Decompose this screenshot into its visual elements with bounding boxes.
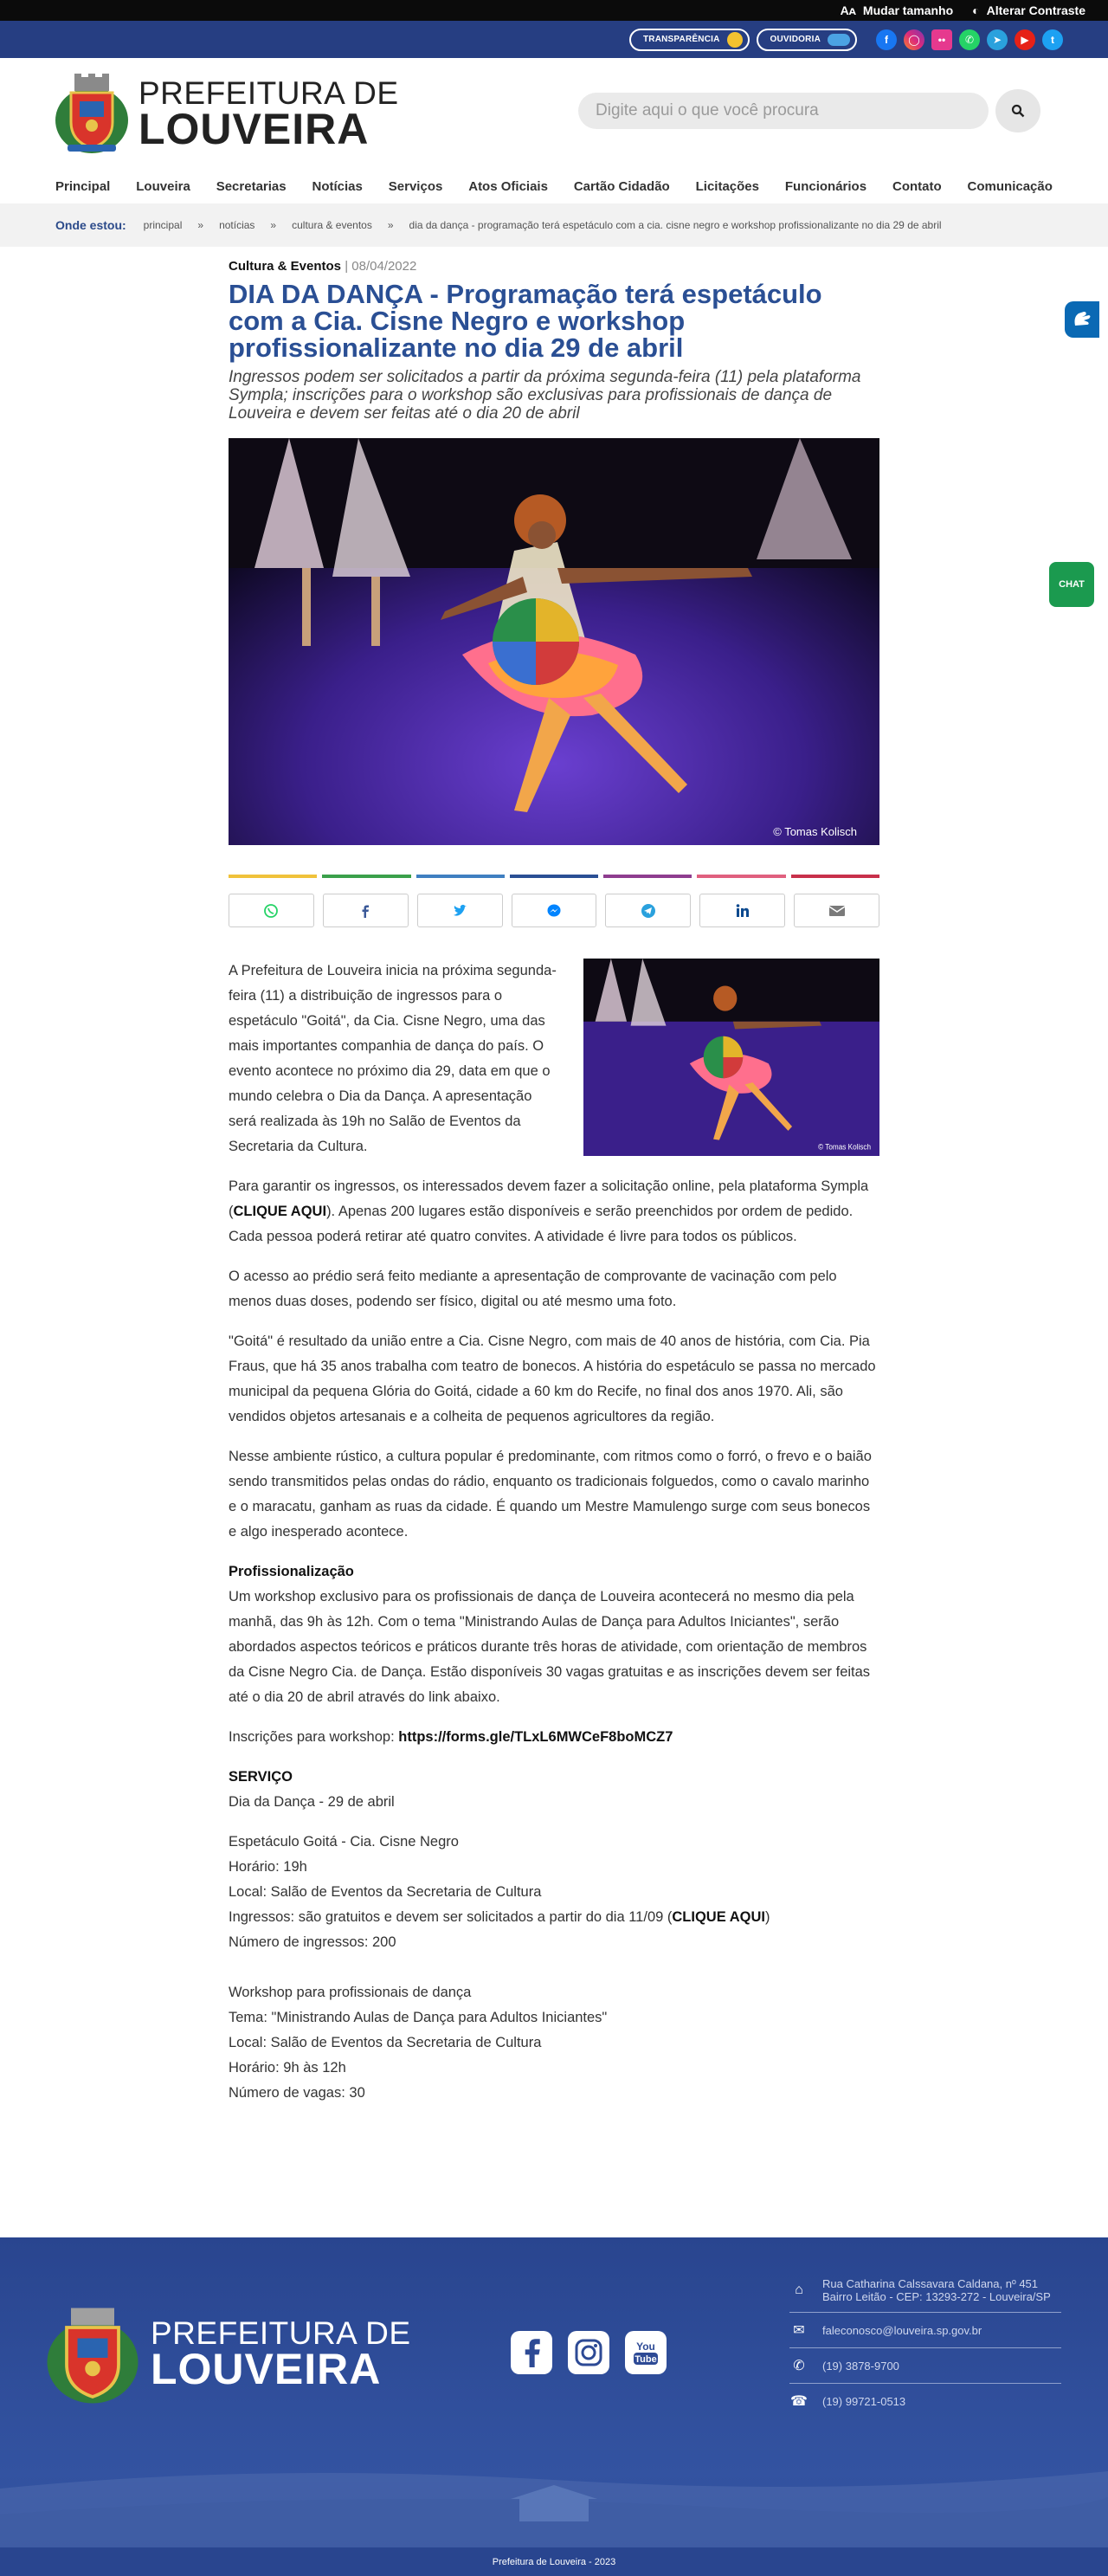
article-title: DIA DA DANÇA - Programação terá espetáculo com a Cia. Cisne Negro e workshop profissionalizante no dia 29 de abril xyxy=(229,279,822,363)
footer-address xyxy=(789,2269,1061,2313)
font-size-icon: Aᴀ xyxy=(840,3,856,17)
footer-coat-of-arms-icon xyxy=(45,2302,140,2405)
paragraph-6: Um workshop exclusivo para os profissionais de dança de Louveira acontecerá no mesmo dia pela manhã, das 9h às 12h. Com o tema "Ministrando Aulas de Dança para Adultos Iniciantes", serão abordados aspectos teóricos e práticos durante três horas de atividade, com orientação de membros da Cisne Negro Cia. de Dança. Estão disponíveis 30 vagas gratuitas e as inscrições devem ser feitas até o dia 20 de abril através do link abaixo. xyxy=(229,1589,871,1705)
whatsapp-icon[interactable]: ✆ xyxy=(959,29,980,50)
address-line1: Rua Catharina Calssavara Caldana, nº 451 xyxy=(822,2277,1039,2290)
copyright-bar xyxy=(0,2547,1108,2576)
footer-email[interactable] xyxy=(789,2313,1061,2348)
transparency-button[interactable] xyxy=(629,29,750,51)
color-stripes xyxy=(229,875,879,878)
share-telegram-button[interactable] xyxy=(605,894,691,927)
article-inline-image[interactable] xyxy=(583,959,879,1156)
stripe-red xyxy=(791,875,879,878)
service-day: Dia da Dança - 29 de abril xyxy=(229,1794,395,1810)
contrast-toggle[interactable] xyxy=(972,3,1085,17)
facebook-icon[interactable]: f xyxy=(876,29,897,50)
article-subtitle: Ingressos podem ser solicitados a partir da próxima segunda-feira (11) pela plataforma Sympla; inscrições para o workshop são exclusivas para profissionais de dança de Louveira e devem ser feitas até o dia 20 de abril xyxy=(229,368,861,423)
service-show-location: Local: Salão de Eventos da Secretaria de Cultura xyxy=(229,1884,542,1900)
footer-landscape xyxy=(0,2454,1108,2547)
breadcrumb-separator: » xyxy=(387,219,394,231)
address-line2: Bairro Leitão - CEP: 13293-272 - Louveira/SP xyxy=(822,2290,1051,2303)
share-linkedin-button[interactable] xyxy=(699,894,785,927)
service-show-block xyxy=(229,1830,879,1955)
search-icon xyxy=(1011,104,1025,118)
paragraph-7 xyxy=(229,1725,879,1750)
footer-instagram-icon[interactable] xyxy=(568,2331,609,2374)
workshop-form-link[interactable] xyxy=(398,1729,673,1745)
workshop-label: Inscrições para workshop: xyxy=(229,1729,399,1745)
sympla-link[interactable] xyxy=(234,1204,327,1219)
nav-atos-oficiais[interactable]: Atos Oficiais xyxy=(468,178,548,194)
paragraph-2 xyxy=(229,1174,879,1249)
vlibras-button[interactable] xyxy=(1065,301,1099,338)
share-buttons xyxy=(229,894,879,927)
envelope-icon: ✉ xyxy=(793,2323,805,2338)
paragraph-5: Nesse ambiente rústico, a cultura popular é predominante, com ritmos como o forró, o frevo e o baião sendo transmitidos pelas ondas do rádio, enquanto os tradicionais folguedos, como o cavalo marinho e o maracatu, ganham as ruas da cidade. É quando um Mestre Mamulengo surge com seus bonecos e algo inesperado acontece. xyxy=(229,1449,872,1540)
stripe-navy xyxy=(510,875,598,878)
footer-youtube-icon[interactable] xyxy=(625,2331,667,2374)
news-article xyxy=(229,259,879,2121)
twitter-icon[interactable]: t xyxy=(1042,29,1063,50)
nav-servicos[interactable]: Serviços xyxy=(388,178,443,194)
service-ticket-count: Número de ingressos: 200 xyxy=(229,1934,396,1950)
phone-text: (19) 3878-9700 xyxy=(822,2359,899,2373)
instagram-icon[interactable]: ◯ xyxy=(904,29,924,50)
font-size-label: Mudar tamanho xyxy=(862,3,954,17)
telegram-icon[interactable]: ➤ xyxy=(987,29,1008,50)
twitter-icon xyxy=(452,903,467,919)
search-button[interactable] xyxy=(995,89,1040,132)
whatsapp-icon: ☎ xyxy=(790,2394,808,2409)
nav-contato[interactable]: Contato xyxy=(892,178,942,194)
footer-whatsapp[interactable] xyxy=(789,2384,1061,2418)
service-tickets-text-a: Ingressos: são gratuitos e devem ser solicitados a partir do dia 11/09 ( xyxy=(229,1909,673,1925)
facebook-icon xyxy=(358,903,373,919)
youtube-icon[interactable]: ▶ xyxy=(1015,29,1035,50)
breadcrumb-label: Onde estou: xyxy=(55,218,126,232)
paragraph-3: O acesso ao prédio será feito mediante a apresentação de comprovante de vacinação com pelo menos duas doses, podendo ser físico, digital ou até mesmo uma foto. xyxy=(229,1269,837,1309)
nav-secretarias[interactable]: Secretarias xyxy=(216,178,287,194)
article-category: Cultura & Eventos xyxy=(229,259,342,274)
photo-credit: © Tomas Kolisch xyxy=(773,825,857,838)
paragraph-2-text-b: ). Apenas 200 lugares estão disponíveis e serão preenchidos por ordem de pedido. Cada pessoa poderá retirar até quatro convites. A atividade é livre para todos os públicos. xyxy=(229,1204,854,1244)
article-hero-image xyxy=(229,438,879,845)
messenger-icon xyxy=(546,903,562,919)
breadcrumb-item-cultura[interactable]: cultura & eventos xyxy=(292,219,372,231)
dancer-photo xyxy=(229,438,879,845)
heading-servico: SERVIÇO xyxy=(229,1769,293,1785)
breadcrumb-separator: » xyxy=(270,219,277,231)
service-workshop-spots: Número de vagas: 30 xyxy=(229,2085,365,2101)
nav-noticias[interactable]: Notícias xyxy=(312,178,363,194)
share-email-button[interactable] xyxy=(794,894,879,927)
stripe-pink xyxy=(697,875,785,878)
telegram-icon xyxy=(641,903,656,919)
dancer-thumb-photo xyxy=(583,959,879,1156)
logo-line1: PREFEITURA DE xyxy=(138,75,399,111)
footer-logo-line1: PREFEITURA DE xyxy=(151,2315,411,2351)
site-header xyxy=(0,58,1108,169)
service-tickets-text-b: ) xyxy=(764,1909,770,1925)
font-size-toggle[interactable] xyxy=(841,3,954,17)
email-icon xyxy=(828,904,846,918)
share-twitter-button[interactable] xyxy=(417,894,503,927)
article-date: 08/04/2022 xyxy=(351,259,417,274)
article-meta: Cultura & Eventos | 08/04/2022 xyxy=(229,259,417,274)
service-show-name: Espetáculo Goitá - Cia. Cisne Negro xyxy=(229,1834,459,1850)
email-text: faleconosco@louveira.sp.gov.br xyxy=(822,2323,982,2337)
logo-line2: LOUVEIRA xyxy=(138,105,370,153)
site-footer xyxy=(0,2237,1108,2576)
ombudsman-icon xyxy=(828,34,850,46)
whatsapp-icon xyxy=(263,903,279,919)
nav-funcionarios[interactable]: Funcionários xyxy=(784,178,867,194)
transparency-label: TRANSPARÊNCIA xyxy=(642,35,720,44)
stripe-green xyxy=(322,875,410,878)
main-nav xyxy=(0,169,1108,203)
share-facebook-button[interactable] xyxy=(323,894,409,927)
paragraph-4: "Goitá" é resultado da união entre a Cia. Cisne Negro, com mais de 40 anos de história, com Cia. Pia Fraus, que há 35 anos trabalha com teatro de bonecos. A história do espetáculo se passa no mercado municipal da pequena Glória do Goitá, cidade a 60 km do Recife, no final dos anos 1970. Ali, são vendidos objetos artesanais e a colheita de pequenos agricultores da região. xyxy=(229,1333,876,1424)
accessibility-bar xyxy=(0,0,1108,21)
breadcrumb xyxy=(0,203,1108,247)
service-workshop-theme: Tema: "Ministrando Aulas de Dança para Adultos Iniciantes" xyxy=(229,2010,608,2025)
article-body xyxy=(229,959,879,2106)
phone-icon: ✆ xyxy=(793,2359,805,2373)
tickets-link-label: CLIQUE AQUI xyxy=(672,1909,765,1925)
coat-of-arms-icon xyxy=(54,72,130,155)
nav-louveira[interactable]: Louveira xyxy=(136,178,190,194)
sign-language-icon xyxy=(1065,301,1099,338)
transparency-icon xyxy=(727,32,743,48)
stripe-yellow xyxy=(229,875,317,878)
nav-licitacoes[interactable]: Licitações xyxy=(695,178,759,194)
nav-principal[interactable]: Principal xyxy=(55,178,111,194)
svg-text:Tube: Tube xyxy=(635,2354,657,2365)
share-messenger-button[interactable] xyxy=(512,894,597,927)
breadcrumb-item-current: dia da dança - programação terá espetáculo com a cia. cisne negro e workshop profissionalizante no dia 29 de abril xyxy=(409,219,942,231)
nav-comunicacao[interactable]: Comunicação xyxy=(967,178,1053,194)
footer-logo-line2: LOUVEIRA xyxy=(151,2345,382,2393)
contrast-icon: ◐ xyxy=(972,3,980,17)
thumb-credit: © Tomas Kolisch xyxy=(818,1142,871,1152)
stripe-purple xyxy=(603,875,692,878)
social-bar xyxy=(0,21,1108,58)
site-logo[interactable] xyxy=(54,72,399,155)
ombudsman-button[interactable] xyxy=(757,29,857,51)
footer-contact xyxy=(789,2269,1061,2418)
linkedin-icon xyxy=(735,903,750,919)
whatsapp-text: (19) 99721-0513 xyxy=(822,2394,906,2408)
footer-phone[interactable] xyxy=(789,2348,1061,2384)
breadcrumb-separator: » xyxy=(197,219,204,231)
stripe-blue xyxy=(416,875,505,878)
workshop-form-link-text: https://forms.gle/TLxL6MWCeF8boMCZ7 xyxy=(398,1729,673,1745)
tickets-link[interactable] xyxy=(672,1909,765,1925)
flickr-icon[interactable]: •• xyxy=(931,29,952,50)
footer-facebook-icon[interactable] xyxy=(511,2331,552,2374)
share-whatsapp-button[interactable] xyxy=(229,894,314,927)
copyright-text: Prefeitura de Louveira - 2023 xyxy=(492,2556,616,2567)
paragraph-2-text-a: Para garantir os ingressos, os interessados devem fazer a solicitação online, pela plataforma Sympla ( xyxy=(229,1178,869,1219)
service-show-time: Horário: 19h xyxy=(229,1859,307,1875)
ombudsman-label: OUVIDORIA xyxy=(770,35,821,44)
sympla-link-label: CLIQUE AQUI xyxy=(233,1204,327,1219)
chat-label: CHAT xyxy=(1059,579,1085,590)
footer-social-icons xyxy=(511,2331,667,2374)
footer-logo[interactable] xyxy=(45,2302,411,2405)
service-workshop-time: Horário: 9h às 12h xyxy=(229,2060,346,2076)
breadcrumb-item-noticias[interactable]: notícias xyxy=(219,219,255,231)
breadcrumb-item-principal[interactable]: principal xyxy=(143,219,183,231)
search-input[interactable] xyxy=(578,93,989,129)
heading-profissionalizacao: Profissionalização xyxy=(229,1564,354,1579)
home-icon: ⌂ xyxy=(795,2282,803,2297)
chat-button[interactable] xyxy=(1049,562,1094,607)
paragraph-1: A Prefeitura de Louveira inicia na próxima segunda-feira (11) a distribuição de ingressos para o espetáculo "Goitá", da Cia. Cisne Negro, uma das mais importantes companhia de dança do país. O evento acontece no próximo dia 29, data em que o mundo celebra o Dia da Dança. A apresentação será realizada às 19h no Salão de Eventos da Secretaria da Cultura. xyxy=(229,963,557,1154)
service-workshop-block xyxy=(229,1980,879,2106)
service-workshop-name: Workshop para profissionais de dança xyxy=(229,1985,472,2000)
nav-cartao-cidadao[interactable]: Cartão Cidadão xyxy=(573,178,670,194)
contrast-label: Alterar Contraste xyxy=(986,3,1085,17)
svg-text:You: You xyxy=(636,2340,655,2353)
service-workshop-location: Local: Salão de Eventos da Secretaria de Cultura xyxy=(229,2035,542,2050)
